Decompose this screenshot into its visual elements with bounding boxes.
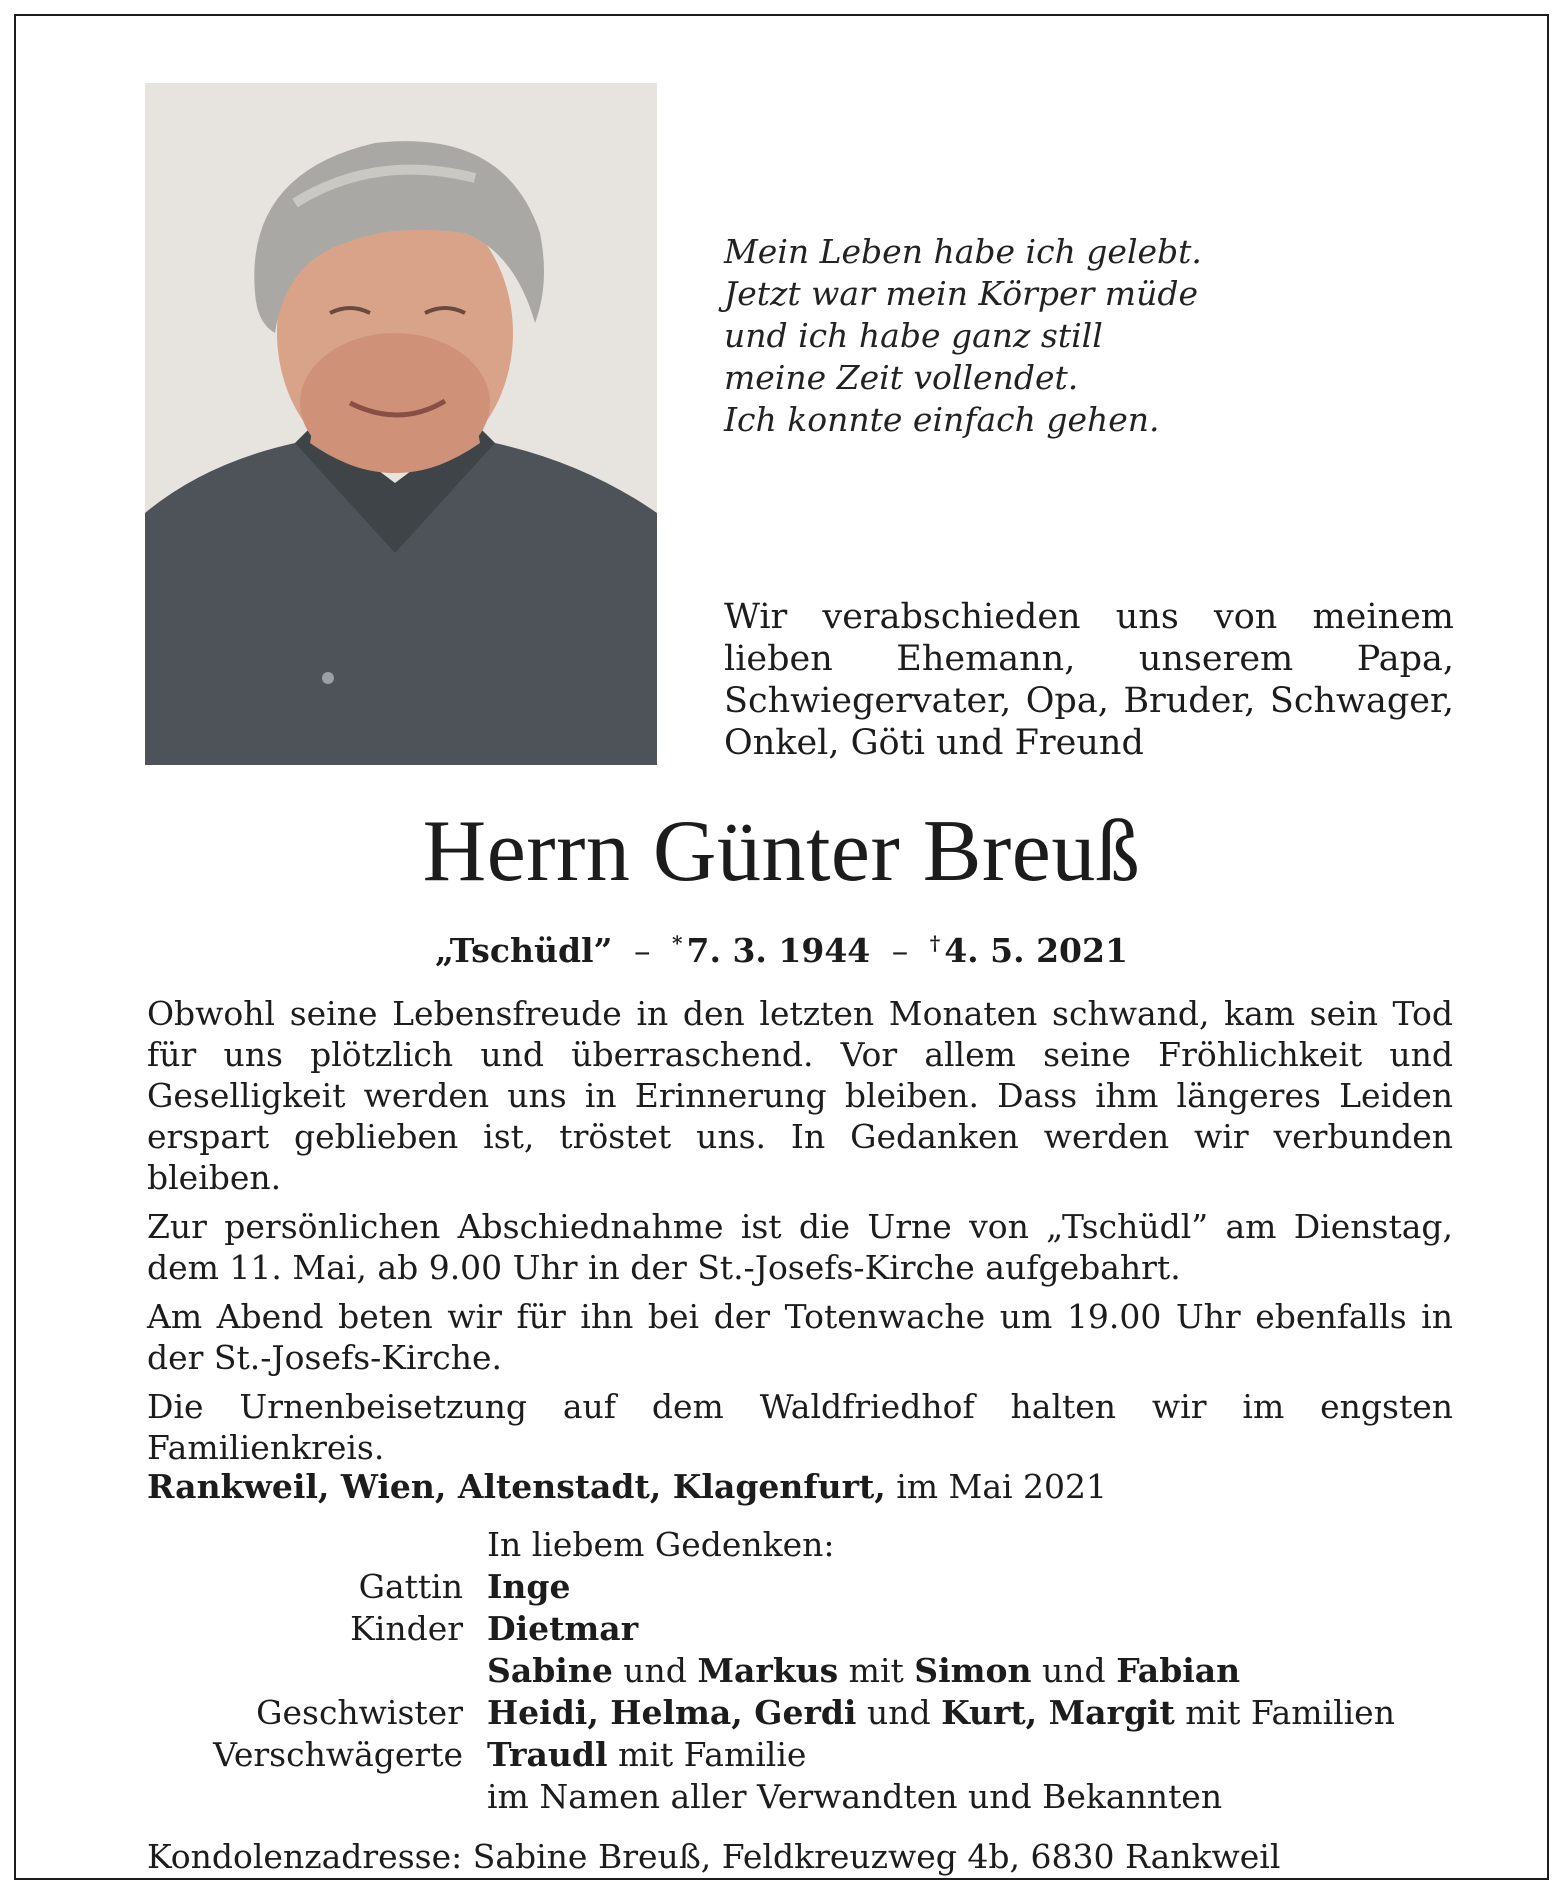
paragraph: Die Urnenbeisetzung auf dem Waldfriedhof halten wir im engsten Familienkreis.	[147, 1387, 1453, 1467]
family-intro: In liebem Gedenken:	[487, 1525, 835, 1564]
family-role: Geschwister	[256, 1693, 463, 1732]
birth-date: 7. 3. 1944	[686, 931, 871, 970]
death-date: 4. 5. 2021	[944, 931, 1128, 970]
family-role	[147, 1776, 487, 1818]
family-connector: und	[1031, 1651, 1117, 1690]
farewell-text: Wir verabschieden uns von meinem lieben Ehemann, unserem Papa, Schwiegervater, Opa, Bruder, Schwager, Onkel, Göti und Freund	[724, 597, 1454, 763]
family-row	[147, 1734, 1453, 1776]
family-role: Gattin	[358, 1567, 463, 1606]
family-member-name: Markus	[697, 1651, 839, 1690]
deceased-name: Herrn Günter Breuß	[422, 803, 1141, 900]
family-members	[487, 1608, 638, 1650]
family-member-name: Dietmar	[487, 1609, 639, 1648]
family-role: Verschwägerte	[213, 1735, 463, 1774]
family-connector: im Namen aller Verwandten und Bekannten	[487, 1777, 1223, 1816]
paragraph: Zur persönlichen Abschiednahme ist die Urne von „Tschüdl” am Dienstag, dem 11. Mai, ab 9.00 Uhr in der St.-Josefs-Kirche aufgebahrt.	[147, 1207, 1453, 1287]
birth-symbol: *	[672, 931, 683, 955]
obituary-notice	[14, 14, 1549, 1880]
separator: –	[634, 931, 651, 970]
paragraph: Obwohl seine Lebensfreude in den letzten Monaten schwand, kam sein Tod für uns plötzlich und überraschend. Vor allem seine Fröhlichkeit und Geselligkeit werden uns in Erinnerung bleiben. Dass ihm längeres Leiden erspart geblieben ist, tröstet uns. In Gedanken werden wir verbunden bleiben.	[147, 994, 1453, 1197]
family-members	[487, 1692, 1395, 1734]
family-role	[147, 1650, 487, 1692]
family-row	[147, 1608, 1453, 1650]
family-members	[487, 1566, 571, 1608]
condolence-address: Kondolenzadresse: Sabine Breuß, Feldkreuzweg 4b, 6830 Rankweil	[147, 1837, 1281, 1876]
family-row	[147, 1776, 1453, 1818]
family-intro-row	[147, 1524, 1453, 1566]
poem-line: Jetzt war mein Körper müde	[724, 274, 1198, 313]
death-symbol: †	[929, 931, 941, 955]
place-date: im Mai 2021	[896, 1467, 1108, 1506]
paragraph: Am Abend beten wir für ihn bei der Totenwache um 19.00 Uhr ebenfalls in der St.-Josefs-Kirche.	[147, 1297, 1453, 1377]
life-dates	[16, 922, 1547, 972]
family-row	[147, 1566, 1453, 1608]
obituary-body	[147, 993, 1453, 1476]
family-connector: und	[612, 1651, 698, 1690]
family-members	[487, 1776, 1222, 1818]
family-member-name: Kurt, Margit	[941, 1693, 1175, 1732]
poem-line: und ich habe ganz still	[724, 316, 1103, 355]
place-date-line	[147, 1466, 1453, 1508]
poem-line: Mein Leben habe ich gelebt.	[724, 232, 1202, 271]
family-connector: mit Familien	[1174, 1693, 1395, 1732]
family-members	[487, 1650, 1240, 1692]
family-member-name: Traudl	[487, 1735, 608, 1774]
family-member-name: Simon	[914, 1651, 1032, 1690]
family-member-name: Sabine	[487, 1651, 613, 1690]
family-connector: und	[856, 1693, 942, 1732]
family-row	[147, 1692, 1453, 1734]
poem-line: Ich konnte einfach gehen.	[724, 400, 1160, 439]
family-members	[487, 1734, 806, 1776]
portrait-photo	[145, 83, 657, 765]
family-connector: mit	[838, 1651, 915, 1690]
family-role: Kinder	[350, 1609, 463, 1648]
family-member-name: Inge	[487, 1567, 571, 1606]
separator: –	[891, 931, 909, 970]
nickname: „Tschüdl”	[435, 931, 613, 970]
poem-line: meine Zeit vollendet.	[724, 358, 1079, 397]
family-row	[147, 1650, 1453, 1692]
family-member-name: Heidi, Helma, Gerdi	[487, 1693, 857, 1732]
poem-quote	[724, 231, 1484, 441]
family-connector: mit Familie	[607, 1735, 807, 1774]
family-member-name: Fabian	[1116, 1651, 1241, 1690]
family-list	[147, 1524, 1453, 1818]
place-towns: Rankweil, Wien, Altenstadt, Klagenfurt,	[147, 1467, 886, 1506]
